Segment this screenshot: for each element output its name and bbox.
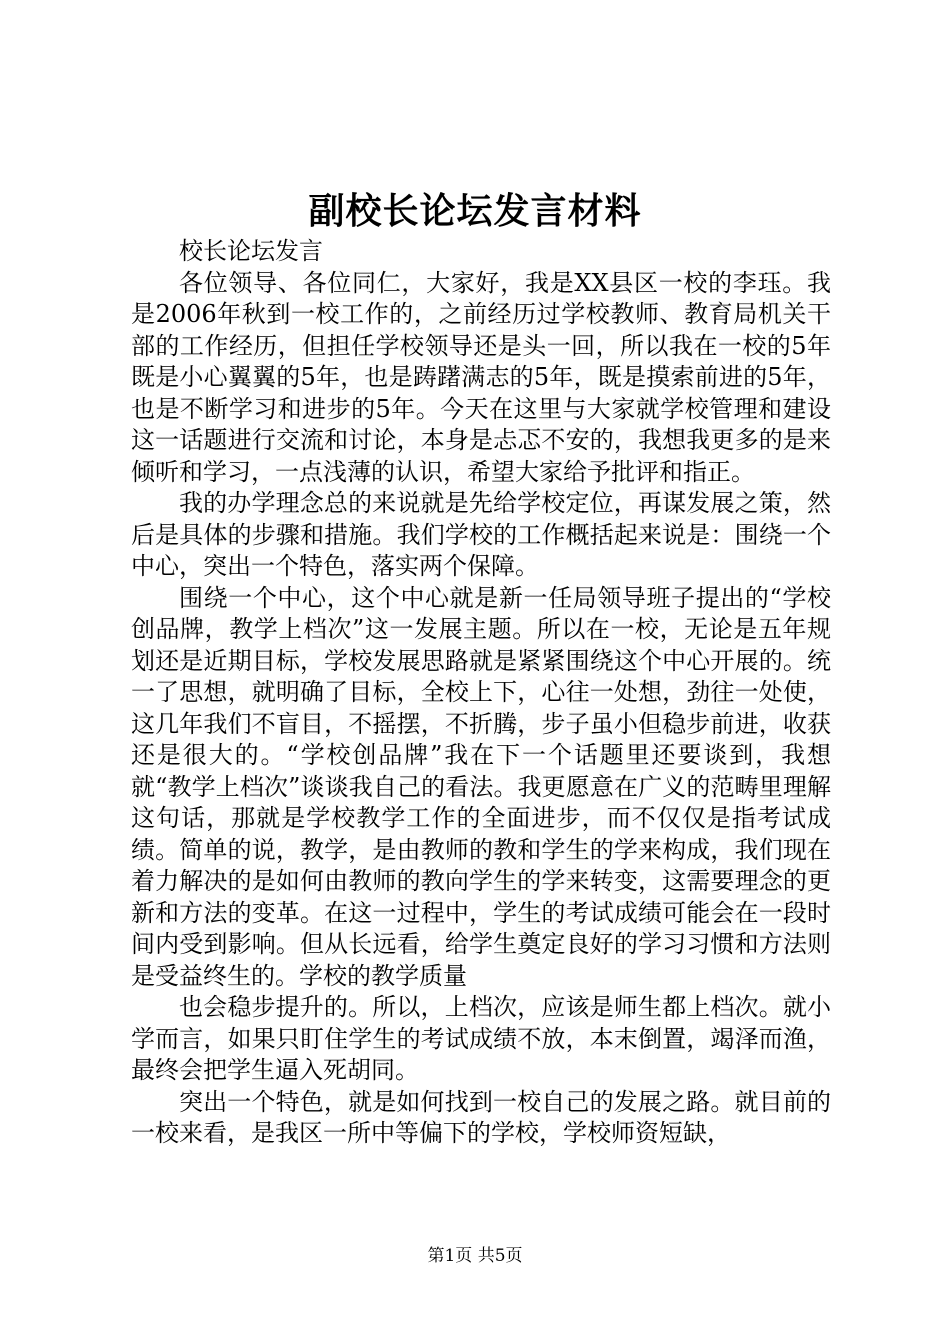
page-title: 副校长论坛发言材料 [308, 190, 642, 232]
paragraph: 校长论坛发言 [179, 237, 323, 265]
page-footer: 第1页 共5页 [427, 1246, 523, 1266]
paragraph: 突出一个特色，就是如何找到一校自己的发展之路。就目前的一校来看，是我区一所中等偏下的学校，学校师资短缺， [131, 1087, 831, 1147]
paragraph: 各位领导、各位同仁，大家好，我是XX县区一校的李珏。我是2006年秋到一校工作的，之前经历过学校教师、教育局机关干部的工作经历，但担任学校领导还是头一回，所以我在一校的5年既是小心翼翼的5年，也是踌躇满志的5年，既是摸索前进的5年，也是不断学习和进步的5年。今天在这里与大家就学校管理和建设这一话题进行交流和讨论，本身是忐忑不安的，我想我更多的是来倾听和学习，一点浅薄的认识，希望大家给予批评和指正。 [131, 268, 831, 486]
paragraph: 也会稳步提升的。所以，上档次，应该是师生都上档次。就小学而言，如果只盯住学生的考试成绩不放，本末倒置，竭泽而渔，最终会把学生逼入死胡同。 [131, 993, 831, 1084]
paragraph: 我的办学理念总的来说就是先给学校定位，再谋发展之策，然后是具体的步骤和措施。我们学校的工作概括起来说是：围绕一个中心，突出一个特色，落实两个保障。 [131, 489, 831, 580]
paragraph: 围绕一个中心，这个中心就是新一任局领导班子提出的“学校创品牌，教学上档次”这一发展主题。所以在一校，无论是五年规划还是近期目标，学校发展思路就是紧紧围绕这个中心开展的。统一了思想，就明确了目标，全校上下，心往一处想，劲往一处使，这几年我们不盲目，不摇摆，不折腾，步子虽小但稳步前进，收获还是很大的。“学校创品牌”我在下一个话题里还要谈到，我想就“教学上档次”谈谈我自己的看法。我更愿意在广义的范畴里理解这句话，那就是学校教学工作的全面进步，而不仅仅是指考试成绩。简单的说，教学，是由教师的教和学生的学来构成，我们现在着力解决的是如何由教师的教向学生的学来转变，这需要理念的更新和方法的变革。在这一过程中，学生的考试成绩可能会在一段时间内受到影响。但从长远看，给学生奠定良好的学习习惯和方法则是受益终生的。学校的教学质量 [131, 583, 831, 990]
body-text [131, 236, 831, 1150]
